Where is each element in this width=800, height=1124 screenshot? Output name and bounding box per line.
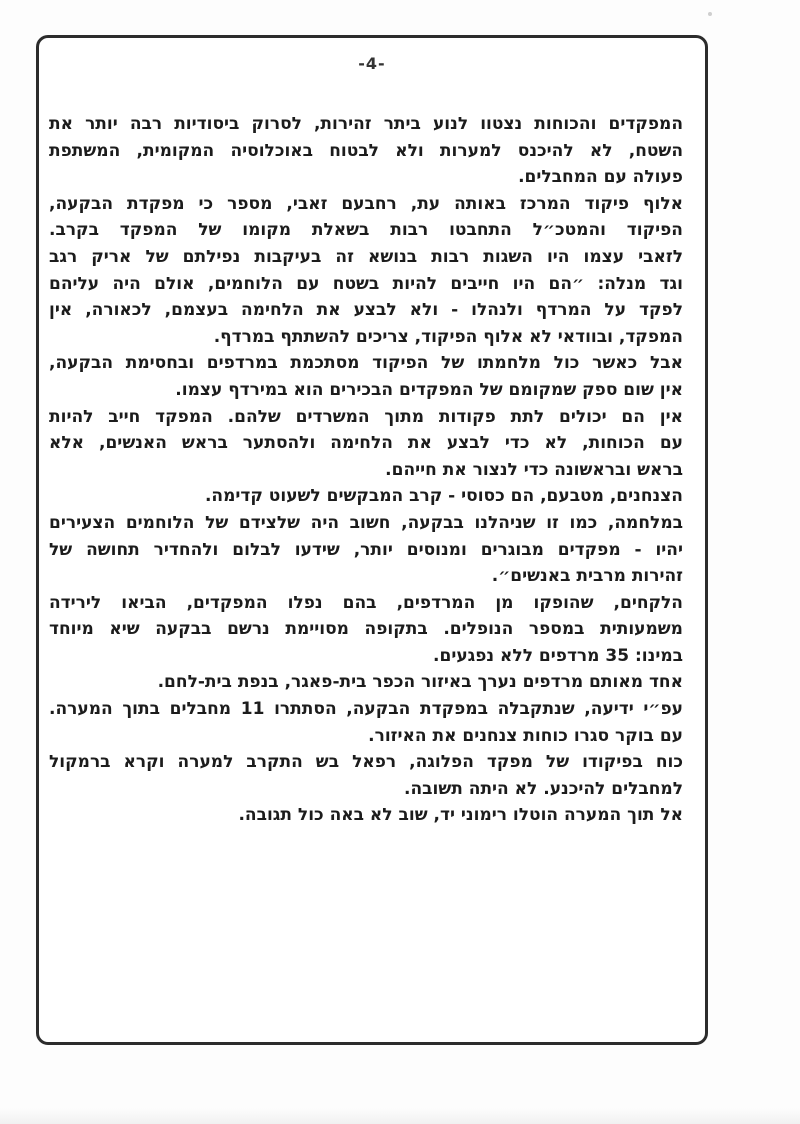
scan-bottom-shadow [0,1108,800,1124]
text-line: זהירות מרבית באנשים״. [491,566,683,587]
text-line: המפקדים והכוחות נצטוו לנוע ביתר זהירות, לסרוק ביסודיות רבה יותר את [49,114,683,134]
text-line: השטח, לא להיכנס למערות ולא לבטוח באוכלוסיה המקומית, המשתפת [49,140,683,161]
body-text [49,111,683,829]
text-line: למחבלים להיכנע. לא היתה תשובה. [404,778,683,799]
text-line: לזאבי עצמו היו השגות רבות בנושא זה בעיקבות נפילתם של אריק רגב [49,246,683,267]
text-line: במינו: 35 מרדפים ללא נפגעים. [433,645,683,666]
page-number: -4- [358,54,386,73]
text-line: בראש ובראשונה כדי לנצור את חייהם. [385,459,683,480]
text-line: כוח בפיקודו של מפקד הפלוגה, רפאל בש התקרב למערה וקרא ברמקול [49,752,683,773]
text-line: עם בוקר סגרו כוחות צנחנים את האיזור. [368,725,683,746]
text-line: יהיו - מפקדים מבוגרים ומנוסים יותר, שידעו לבלום ולהחדיר תחושה של [49,539,683,560]
text-line: אלוף פיקוד המרכז באותה עת, רחבעם זאבי, מספר כי מפקדת הבקעה, [49,193,683,214]
text-line: אבל כאשר כול מלחמתו של הפיקוד מסתכמת במרדפים ובחסימת הבקעה, [49,353,683,374]
text-line: פעולה עם המחבלים. [518,167,683,188]
text-line: עם הכוחות, לא כדי לבצע את הלחימה ולהסתער בראש האנשים, אלא [49,433,683,454]
text-line: עפ״י ידיעה, שנתקבלה במפקדת הבקעה, הסתתרו 11 מחבלים בתוך המערה. [49,699,683,720]
text-line: אל תוך המערה הוטלו רימוני יד, שוב לא באה כול תגובה. [238,805,683,826]
text-line: המפקד, ובוודאי לא אלוף הפיקוד, צריכים להשתתף במרדף. [213,326,683,347]
text-line: אין שום ספק שמקומם של המפקדים הבכירים הוא במירדף עצמו. [175,379,683,400]
text-line: אחד מאותם מרדפים נערך באיזור הכפר בית-פאגר, בנפת בית-לחם. [157,672,683,693]
page-border-frame [36,35,708,1045]
text-line: במלחמה, כמו זו שניהלנו בבקעה, חשוב היה שלצידם של הלוחמים הצעירים [49,512,683,533]
text-line: הצנחנים, מטבעם, הם כסוסי - קרב המבקשים לשעוט קדימה. [204,486,683,507]
text-line: אין הם יכולים לתת פקודות מתוך המשרדים שלהם. המפקד חייב להיות [49,406,683,427]
text-line: וגד מנלה: ״הם היו חייבים להיות בשטח עם הלוחמים, אולם היה עליהם [49,273,683,294]
text-line: משמעותית במספר הנופלים. בתקופה מסויימת נרשם בבקעה שיא מיוחד [49,619,683,640]
scan-speck [708,12,712,16]
text-line: הלקחים, שהופקו מן המרדפים, בהם נפלו המפקדים, הביאו לירידה [49,592,683,613]
text-line: הפיקוד והמטכ״ל התחבטו רבות בשאלת מקומו של המפקד בקרב. [49,220,683,241]
text-line: לפקד על המרדף ולנהלו - ולא לבצע את הלחימה בעצמם, לכאורה, אין [49,300,683,321]
